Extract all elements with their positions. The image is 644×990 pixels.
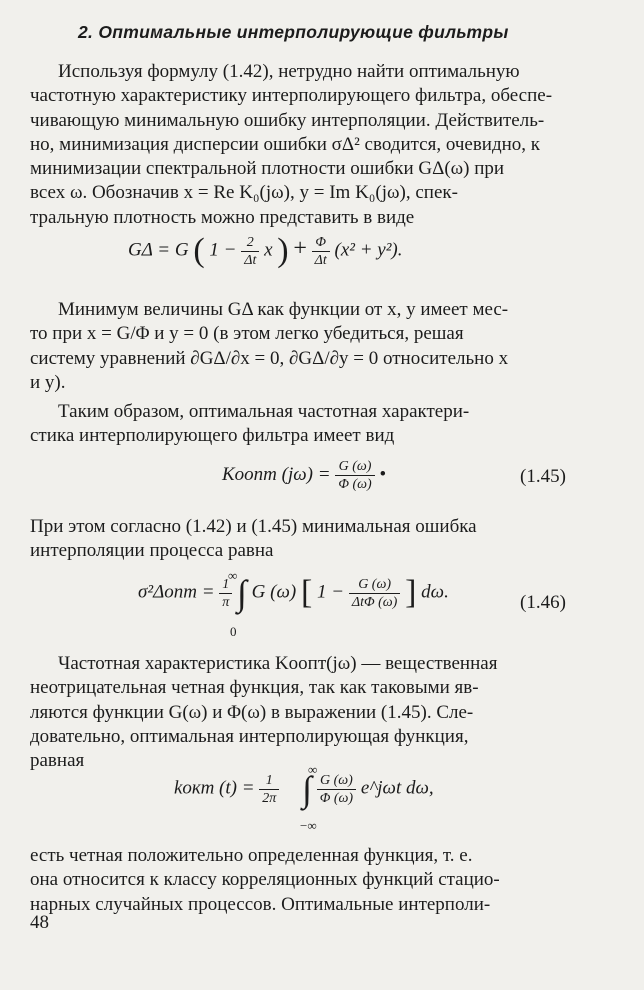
equation-1-45 [222,458,386,493]
text-line: Минимум величины GΔ как функции от x, y имеет мес- [58,299,509,320]
fraction-denominator: ΔtΦ (ω) [351,594,398,610]
paragraph-6 [30,844,572,917]
text-line: Частотная характеристика Kоопт(jω) — вещественная [58,653,498,674]
equation-term: 1 − [317,581,345,603]
integral-upper-limit: ∞ [308,762,318,777]
equation-dot: • [379,463,387,485]
integral-sign: ∫ [302,769,312,809]
fraction [335,458,374,493]
paragraph-3 [30,400,572,449]
text-line: ляются функции G(ω) и Φ(ω) в выражении (1.45). Сле- [30,701,474,723]
paragraph-2 [30,298,572,395]
fraction [259,772,279,807]
fraction-denominator: Δt [244,252,257,268]
integral-lower-limit: 0 [230,624,237,639]
integral-sign: ∫ [237,573,247,613]
fraction [349,576,400,611]
paren-close: ) [277,232,289,269]
text-line: она относится к классу корреляционных функций стацио- [30,869,500,891]
fraction-denominator: π [222,594,230,610]
fraction [241,234,259,269]
fraction-numerator: G (ω) [349,576,400,594]
fraction-denominator: Δt [314,252,327,268]
fraction-numerator: G (ω) [335,458,374,476]
equation-lhs: Kоопт (jω) = [222,463,331,485]
text-line: неотрицательная четная функция, так как таковыми яв- [30,677,479,699]
text-line: частотную характеристику интерполирующего фильтра, обеспе- [30,85,553,107]
text-line: всех ω. Обозначив x = Re K₀(jω), y = Im K₀(jω), спек- [30,182,458,204]
text-line: равная [30,750,85,772]
page-number: 48 [30,912,49,933]
text-line: есть четная положительно определенная функция, т. е. [30,845,473,866]
equation-term: G (ω) [251,581,297,603]
fraction-denominator: 2π [262,790,277,806]
equation-tail: dω. [421,581,449,603]
equation-number: (1.46) [520,592,566,613]
plus-sign: + [293,235,307,262]
equation-tail: (x² + y²). [334,239,403,261]
text-line: и y). [30,371,66,393]
text-line: систему уравнений ∂GΔ/∂x = 0, ∂GΔ/∂y = 0 относительно x [30,347,509,369]
text-line: минимизации спектральной плотности ошибки GΔ(ω) при [30,158,505,180]
equation-lhs: σ²Δопт = [138,581,215,603]
fraction-numerator: G (ω) [317,772,356,790]
text-line: но, минимизация дисперсии ошибки σΔ² сводится, очевидно, к [30,133,541,155]
text-line: стика интерполирующего фильтра имеет вид [30,425,395,447]
equation-number: (1.45) [520,466,566,487]
fraction-denominator: Φ (ω) [338,477,372,492]
text-line: довательно, оптимальная интерполирующая функция, [30,725,469,747]
equation-lhs: GΔ = G [128,239,189,261]
equation-term: 1 − [209,239,237,261]
equation-lhs: kокт (t) = [174,777,255,799]
text-line: Таким образом, оптимальная частотная характери- [58,401,470,422]
equation-spectral-density [128,232,403,270]
fraction-denominator: Φ (ω) [319,790,354,806]
bracket-close: ] [405,574,417,611]
equation-1-46 [138,572,449,642]
text-line: то при x = G/Φ и y = 0 (в этом легко убедиться, решая [30,323,464,345]
text-line: тральную плотность можно представить в виде [30,206,415,228]
fraction-numerator: 2 [241,234,259,252]
fraction [317,772,356,807]
text-line: При этом согласно (1.42) и (1.45) минимальная ошибка [30,516,477,537]
paragraph-4 [30,515,572,564]
fraction-numerator: 1 [259,772,279,790]
fraction-numerator: 1 [219,576,232,594]
integral-upper-limit: ∞ [228,568,238,583]
paragraph-5 [30,652,572,773]
text-line: Используя формулу (1.42), нетрудно найти оптимальную [58,61,520,82]
fraction [312,234,330,269]
bracket-open: [ [300,574,313,611]
integral-lower-limit: −∞ [300,818,317,833]
text-line: интерполяции процесса равна [30,540,274,562]
fraction-numerator: Φ [312,234,330,252]
equation-variable: x [264,239,273,261]
text-line: нарных случайных процессов. Оптимальные интерполи- [30,893,491,915]
paragraph-1 [30,60,572,230]
section-heading: 2. Оптимальные интерполирующие фильтры [78,22,509,42]
text-line: чивающую минимальную ошибку интерполяции. Действитель- [30,109,545,131]
equation-tail: e^jωt dω, [360,777,434,799]
paren-open: ( [193,232,205,269]
